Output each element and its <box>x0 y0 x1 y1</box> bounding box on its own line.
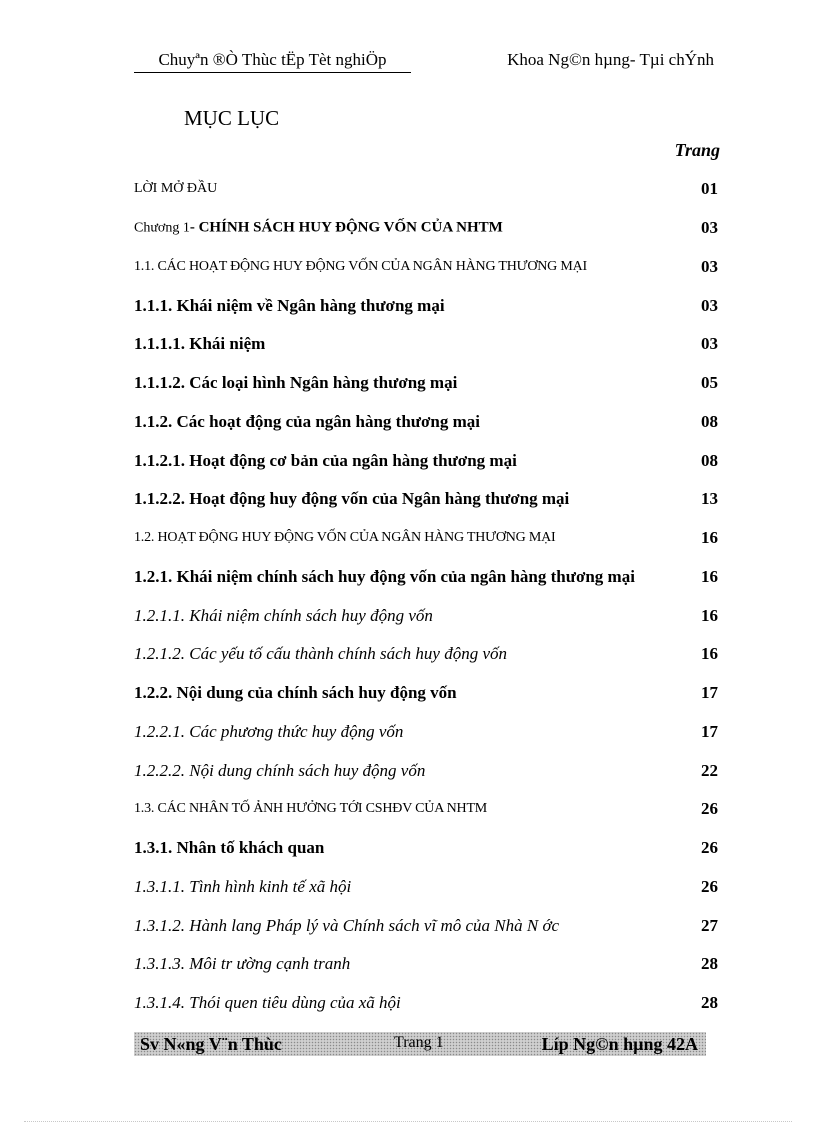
toc-entry-label: 1.3.1. Nhân tố khách quan <box>134 838 325 858</box>
toc-chapter-prefix: Chương 1 <box>134 220 190 236</box>
toc-entry <box>134 596 720 635</box>
toc-entry-page: 13 <box>701 489 718 509</box>
toc-entry-label: 1.1.2.2. Hoạt động huy động vốn của Ngân hàng thương mại <box>134 489 570 509</box>
toc-entry-label: 1.3.1.4. Thói quen tiêu dùng của xã hội <box>134 993 401 1013</box>
toc-entry <box>134 441 720 480</box>
toc-entry-page: 26 <box>701 876 718 896</box>
toc-entry-label: 1.2. HOẠT ĐỘNG HUY ĐỘNG VỐN CỦA NGÂN HÀNG THƯƠNG MẠI <box>134 530 556 546</box>
toc-entry <box>134 635 720 674</box>
toc-entry-page: 03 <box>701 256 718 276</box>
header-right-text: Khoa Ng©n hµng- Tµi chÝnh <box>507 50 714 69</box>
toc-entry <box>134 519 720 558</box>
toc-entry-page: 17 <box>701 683 718 703</box>
toc-entry <box>134 674 720 713</box>
toc-entry-page: 03 <box>701 334 718 354</box>
footer-right-text: Líp Ng©n hµng 42A <box>541 1034 698 1054</box>
toc-chapter-title: - CHÍNH SÁCH HUY ĐỘNG VỐN CỦA NHTM <box>189 219 503 236</box>
toc-entry-page: 08 <box>701 450 718 470</box>
toc-entry <box>134 713 720 752</box>
toc-entry-label: 1.1.1.1. Khái niệm <box>134 334 266 354</box>
toc-entry-label: LỜI MỞ ĐẦU <box>134 181 218 197</box>
toc-entry-label: 1.2.1. Khái niệm chính sách huy động vốn của ngân hàng thương mại <box>134 566 635 586</box>
toc-entry-page: 22 <box>701 760 718 780</box>
toc-entry-label <box>134 220 503 237</box>
toc-entry-label: 1.1.2. Các hoạt động của ngân hàng thương mại <box>134 411 480 431</box>
toc-entry-label: 1.2.1.1. Khái niệm chính sách huy động vốn <box>134 605 433 625</box>
toc-entry <box>134 403 720 442</box>
toc-entry <box>134 209 720 248</box>
table-of-contents <box>134 170 720 1023</box>
toc-entry-label: 1.1.1. Khái niệm về Ngân hàng thương mại <box>134 295 445 315</box>
toc-entry-page: 03 <box>701 218 718 238</box>
page-bottom-rule <box>24 1121 792 1122</box>
toc-entry-label: 1.2.1.2. Các yếu tố cấu thành chính sách huy động vốn <box>134 644 507 664</box>
toc-entry-page: 27 <box>701 915 718 935</box>
toc-entry-label: 1.2.2. Nội dung của chính sách huy động vốn <box>134 683 457 703</box>
toc-entry <box>134 829 720 868</box>
toc-entry <box>134 984 720 1023</box>
toc-entry-label: 1.1.2.1. Hoạt động cơ bản của ngân hàng thương mại <box>134 450 517 470</box>
toc-entry-label: 1.1.1.2. Các loại hình Ngân hàng thương mại <box>134 373 458 393</box>
toc-entry-page: 01 <box>701 179 718 199</box>
page-header <box>134 50 724 74</box>
toc-entry-page: 17 <box>701 721 718 741</box>
footer-page-number: Trang 1 <box>394 1034 444 1051</box>
toc-entry <box>134 364 720 403</box>
toc-entry <box>134 868 720 907</box>
toc-entry <box>134 906 720 945</box>
toc-entry <box>134 751 720 790</box>
footer-left-text: Sv N«ng V¨n Thùc <box>140 1034 282 1054</box>
toc-entry <box>134 945 720 984</box>
page-title: MỤC LỤC <box>184 106 280 130</box>
toc-entry <box>134 170 720 209</box>
toc-entry-label: 1.3.1.2. Hành lang Pháp lý và Chính sách vĩ mô của Nhà N ớc <box>134 915 560 935</box>
toc-entry-label: 1.3.1.1. Tình hình kinh tế xã hội <box>134 876 352 896</box>
page-footer <box>134 1032 706 1056</box>
page-column-label: Trang <box>674 140 720 160</box>
toc-entry-page: 16 <box>701 528 718 548</box>
toc-entry <box>134 480 720 519</box>
toc-entry-page: 26 <box>701 799 718 819</box>
toc-entry-label: 1.1. CÁC HOẠT ĐỘNG HUY ĐỘNG VỐN CỦA NGÂN HÀNG THƯƠNG MẠI <box>134 258 587 274</box>
toc-entry-page: 28 <box>701 954 718 974</box>
toc-entry-page: 08 <box>701 411 718 431</box>
toc-entry-page: 16 <box>701 605 718 625</box>
toc-entry-page: 16 <box>701 644 718 664</box>
toc-entry <box>134 325 720 364</box>
toc-entry-label: 1.3. CÁC NHÂN TỐ ẢNH HƯỞNG TỚI CSHĐV CỦA NHTM <box>134 801 488 817</box>
toc-entry-page: 28 <box>701 993 718 1013</box>
toc-entry-label: 1.2.2.2. Nội dung chính sách huy động vốn <box>134 760 426 780</box>
header-left-text: Chuyªn ®Ò Thùc tËp Tèt nghiÖp <box>134 50 411 73</box>
toc-entry-page: 26 <box>701 838 718 858</box>
toc-entry <box>134 248 720 287</box>
toc-entry-page: 16 <box>701 566 718 586</box>
toc-entry-label: 1.3.1.3. Môi tr ường cạnh tranh <box>134 954 351 974</box>
toc-entry-page: 05 <box>701 373 718 393</box>
toc-entry-label: 1.2.2.1. Các phương thức huy động vốn <box>134 721 404 741</box>
toc-entry <box>134 558 720 597</box>
toc-entry <box>134 286 720 325</box>
toc-entry-page: 03 <box>701 295 718 315</box>
toc-entry <box>134 790 720 829</box>
